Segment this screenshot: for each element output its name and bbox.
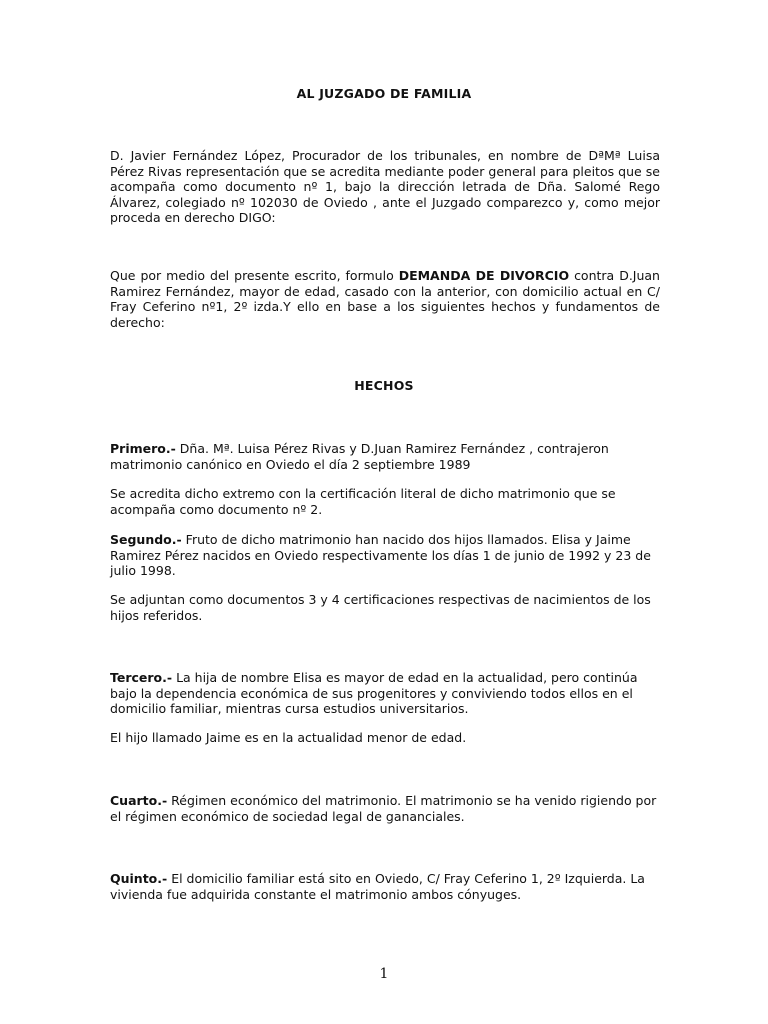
fact-primero [110,441,660,472]
demand-paragraph [110,268,660,330]
document-title: AL JUZGADO DE FAMILIA [296,86,472,101]
fact-cuarto [110,793,660,824]
fact-label: Segundo.- [110,532,182,547]
fact-text: Dña. Mª. Luisa Pérez Rivas y D.Juan Ramirez Fernández , contrajeron matrimonio canónico en Oviedo el día 2 septiembre 1989 [110,441,609,472]
demand-emphasis: DEMANDA DE DIVORCIO [398,268,570,283]
fact-label: Cuarto.- [110,793,168,808]
fact-text: Régimen económico del matrimonio. El matrimonio se ha venido rigiendo por el régimen económico de sociedad legal de gananciales. [110,793,657,824]
fact-segundo [110,532,660,579]
fact-text: Fruto de dicho matrimonio han nacido dos hijos llamados. Elisa y Jaime Ramirez Pérez nacidos en Oviedo respectivamente los días 1 de junio de 1992 y 23 de julio 1998. [110,532,651,579]
fact-label: Tercero.- [110,670,173,685]
fact-primero-note: Se acredita dicho extremo con la certificación literal de dicho matrimonio que se acompaña como documento nº 2. [110,486,616,517]
fact-label: Quinto.- [110,871,168,886]
fact-text: La hija de nombre Elisa es mayor de edad en la actualidad, pero continúa bajo la dependencia económica de sus progenitores y conviviendo todos ellos en el domicilio familiar, mientras cursa estudios universitarios. [110,670,638,717]
page-number: 1 [379,966,389,982]
demand-text-start: Que por medio del presente escrito, formulo [110,268,399,283]
fact-label: Primero.- [110,441,176,456]
fact-quinto [110,871,660,902]
fact-text: El domicilio familiar está sito en Oviedo, C/ Fray Ceferino 1, 2º Izquierda. La vivienda fue adquirida constante el matrimonio ambos cónyuges. [110,871,645,902]
fact-segundo-note: Se adjuntan como documentos 3 y 4 certificaciones respectivas de nacimientos de los hijos referidos. [110,592,651,623]
fact-tercero-note: El hijo llamado Jaime es en la actualidad menor de edad. [110,730,467,745]
demand-text-end: contra D.Juan Ramirez Fernández, mayor de edad, casado con la anterior, con domicilio actual en C/ Fray Ceferino nº1, 2º izda.Y ello en base a los siguientes hechos y fundamentos de derecho: [110,268,660,330]
intro-paragraph: D. Javier Fernández López, Procurador de los tribunales, en nombre de DªMª Luisa Pérez Rivas representación que se acredita mediante poder general para pleitos que se acompaña como documento nº 1, bajo la dirección letrada de Dña. Salomé Rego Álvarez, colegiado nº 102030 de Oviedo , ante el Juzgado comparezco y, como mejor proceda en derecho DIGO: [110,148,660,226]
hechos-heading: HECHOS [354,378,414,393]
fact-tercero [110,670,660,717]
